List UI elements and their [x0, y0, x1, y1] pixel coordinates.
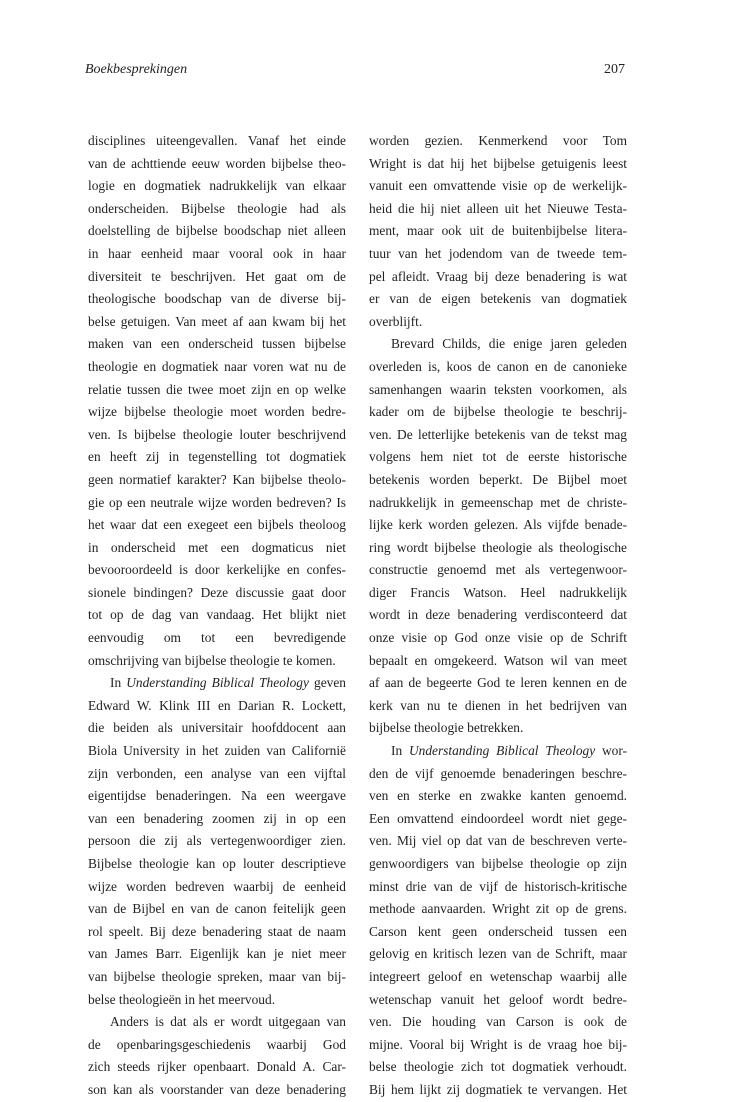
- page-number: 207: [604, 62, 625, 77]
- text-line: logie en dogmatiek nadrukkelijk van elkaar: [88, 178, 346, 194]
- text-line: in haar eenheid maar vooral ook in haar: [88, 245, 346, 261]
- text-line: belse getuigen. Van meet af aan kwam bij het: [88, 313, 346, 329]
- text-line: den de vijf genoemde benaderingen beschre-: [369, 765, 627, 781]
- text-line: maken van een onderscheid tussen bijbelse: [88, 336, 346, 352]
- text-line: er van de eigen betekenis van dogmatiek: [369, 291, 627, 307]
- text-line: ven. Die houding van Carson is ook de: [369, 1014, 627, 1030]
- text-line: in onderscheid met een dogmaticus niet: [88, 539, 346, 555]
- text-line: belse theologie zich tot dogmatiek verhoudt.: [369, 1059, 627, 1075]
- text-line: persoon die zij als vertegenwoordiger zien.: [88, 833, 346, 849]
- text-line: pel afleidt. Vraag bij deze benadering is wat: [369, 268, 627, 284]
- text-line: kerk van nu te dienen in het bedrijven van: [369, 697, 627, 713]
- text-line: omschrijving van bijbelse theologie te komen.: [88, 652, 336, 668]
- text-line: lijke kerk worden gelezen. Als vijfde benade-: [369, 517, 627, 533]
- text-line: minst drie van de vijf de historisch-kritische: [369, 878, 627, 894]
- text-line: ment, maar ook uit de buitenbijbelse litera-: [369, 223, 627, 239]
- left-text-column: [88, 130, 346, 1102]
- text-line: diversiteit te beschrijven. Het gaat om de: [88, 268, 346, 284]
- text-line: van een benadering zoomen zij in op een: [88, 810, 346, 826]
- text-line: tuur van het jodendom van de tweede tem-: [369, 245, 627, 261]
- text-line: Wright is dat hij het bijbelse getuigenis leest: [369, 155, 627, 171]
- text-segment: wor-: [595, 743, 627, 759]
- text-line: wetenschap vanuit het geloof wordt bedre-: [369, 991, 627, 1007]
- text-line: disciplines uiteengevallen. Vanaf het einde: [88, 133, 346, 148]
- text-line: bijbelse theologie betrekken.: [369, 720, 524, 736]
- text-line: van James Barr. Eigenlijk kan je niet meer: [88, 946, 346, 962]
- text-line: ven. Is bijbelse theologie louter beschrijvend: [88, 426, 346, 442]
- text-line: theologie en dogmatiek naar voren wat nu de: [88, 358, 346, 374]
- text-line: bevooroordeeld is door kerkelijke en confes-: [88, 562, 346, 578]
- text-line: vanuit een omvattende visie op de werkelijk-: [369, 178, 627, 194]
- text-line: Carson kent geen onderscheid tussen een: [369, 923, 627, 939]
- text-line: van de Bijbel en van de canon feitelijk geen: [88, 901, 346, 917]
- text-line: gie op een neutrale wijze worden bedreven? Is: [88, 494, 346, 510]
- text-line: en heeft zij in tegenstelling tot dogmatiek: [88, 449, 346, 465]
- text-line: rol speelt. Bij deze benadering staat de naam: [88, 923, 346, 939]
- text-line: wijze worden bedreven waarbij de eenheid: [88, 878, 346, 894]
- text-line: Een omvattend eindoordeel wordt niet gege-: [369, 810, 627, 826]
- text-line: diger Francis Watson. Heel nadrukkelijk: [369, 584, 627, 600]
- text-line: eenvoudig om tot een bevredigende: [88, 630, 346, 646]
- text-line: kader om de bijbelse theologie te beschrij-: [369, 404, 627, 420]
- page-header: [85, 62, 625, 84]
- text-line: belse theologieën in het meervoud.: [88, 991, 276, 1007]
- text-line: van de achttiende eeuw worden bijbelse theo-: [88, 155, 346, 171]
- book-title: Understanding Biblical Theology: [126, 675, 309, 691]
- text-line: af aan de begeerte God te leren kennen en de: [369, 675, 627, 691]
- text-line: ven. De letterlijke betekenis van de tekst mag: [369, 426, 627, 442]
- text-line: volgens hem niet tot de eerste historische: [369, 449, 627, 465]
- text-line: onze visie op God onze visie op de Schrift: [369, 630, 627, 646]
- text-line: genwoordigers van bijbelse theologie op zijn: [369, 856, 627, 871]
- text-line: gelovig en kritisch lezen van de Schrift, maar: [369, 946, 627, 962]
- text-line: van bijbelse theologie spreken, maar van bij-: [88, 968, 346, 984]
- text-line: heid die hij niet alleen uit het Nieuwe Testa-: [369, 200, 627, 216]
- text-line: theologische boodschap van de diverse bij-: [88, 291, 346, 307]
- text-line: samenhangen waarin teksten voorkomen, als: [369, 381, 627, 397]
- text-line: overleden is, koos de canon en de canonieke: [369, 358, 627, 374]
- text-line: doelstelling de bijbelse boodschap niet alleen: [88, 223, 346, 239]
- text-line: wordt in deze benadering verdisconteerd dat: [369, 607, 627, 623]
- text-segment: geven: [308, 675, 346, 691]
- text-line: [369, 740, 627, 763]
- text-line: zijn verbonden, een analyse van een vijftal: [88, 765, 346, 781]
- text-line: geen normatief karakter? Kan bijbelse theolo-: [88, 471, 346, 487]
- book-title: Understanding Biblical Theology: [408, 743, 596, 759]
- text-line: eigentijdse benaderingen. Na een weergave: [88, 788, 346, 804]
- text-segment: In: [391, 743, 409, 759]
- text-line: Anders is dat als er wordt uitgegaan van: [110, 1014, 346, 1030]
- text-line: Brevard Childs, die enige jaren geleden: [391, 336, 627, 352]
- text-line: ring wordt bijbelse theologie als theologische: [369, 539, 627, 555]
- running-title: Boekbesprekingen: [85, 62, 188, 77]
- text-line: zich steeds rijker openbaart. Donald A. Car-: [88, 1059, 346, 1075]
- text-line: wijze bijbelse theologie moet worden bedre-: [88, 404, 346, 420]
- text-line: Edward W. Klink III en Darian R. Lockett,: [88, 697, 346, 713]
- text-segment: In: [110, 675, 127, 691]
- text-line: Bijbelse theologie kan op louter descriptieve: [88, 856, 346, 871]
- right-text-column: [369, 130, 627, 1102]
- text-line: son kan als voorstander van deze benadering: [88, 1081, 346, 1097]
- text-line: mijne. Vooral bij Wright is de vraag hoe bij-: [369, 1036, 627, 1052]
- text-line: Bij hem lijkt zij dogmatiek te vervangen. Het: [369, 1081, 627, 1097]
- text-line: tot op de dag van vandaag. Het blijkt niet: [88, 607, 346, 623]
- text-line: die beiden als universitair hoofddocent aan: [88, 720, 346, 736]
- text-line: constructie genoemd met als vertegenwoor-: [369, 562, 627, 578]
- text-line: worden gezien. Kenmerkend voor Tom: [369, 133, 627, 148]
- text-line: ven en sterke en zwakke kanten genoemd.: [369, 788, 627, 804]
- text-line: [88, 672, 346, 695]
- text-line: ven. Mij viel op dat van de beschreven verte-: [369, 833, 627, 849]
- text-line: de openbaringsgeschiedenis waarbij God: [88, 1036, 346, 1052]
- text-line: overblijft.: [369, 313, 423, 329]
- text-line: relatie tussen die twee moet zijn en op welke: [88, 381, 346, 397]
- text-line: betekenis worden beperkt. De Bijbel moet: [369, 471, 627, 487]
- text-line: bepaalt en omgekeerd. Watson wil van meet: [369, 652, 627, 668]
- text-line: Biola University in het zuiden van Californië: [88, 743, 346, 759]
- text-line: methode aanvaarden. Wright zit op de grens.: [369, 901, 627, 917]
- text-line: nadrukkelijk in gemeenschap met de christe-: [369, 494, 627, 510]
- text-line: integreert geloof en wetenschap waarbij alle: [369, 968, 627, 984]
- text-line: onderscheiden. Bijbelse theologie had als: [88, 200, 346, 216]
- text-line: sionele bindingen? Deze discussie gaat door: [88, 584, 346, 600]
- text-line: het waar dat een exegeet een bijbels theoloog: [88, 517, 346, 533]
